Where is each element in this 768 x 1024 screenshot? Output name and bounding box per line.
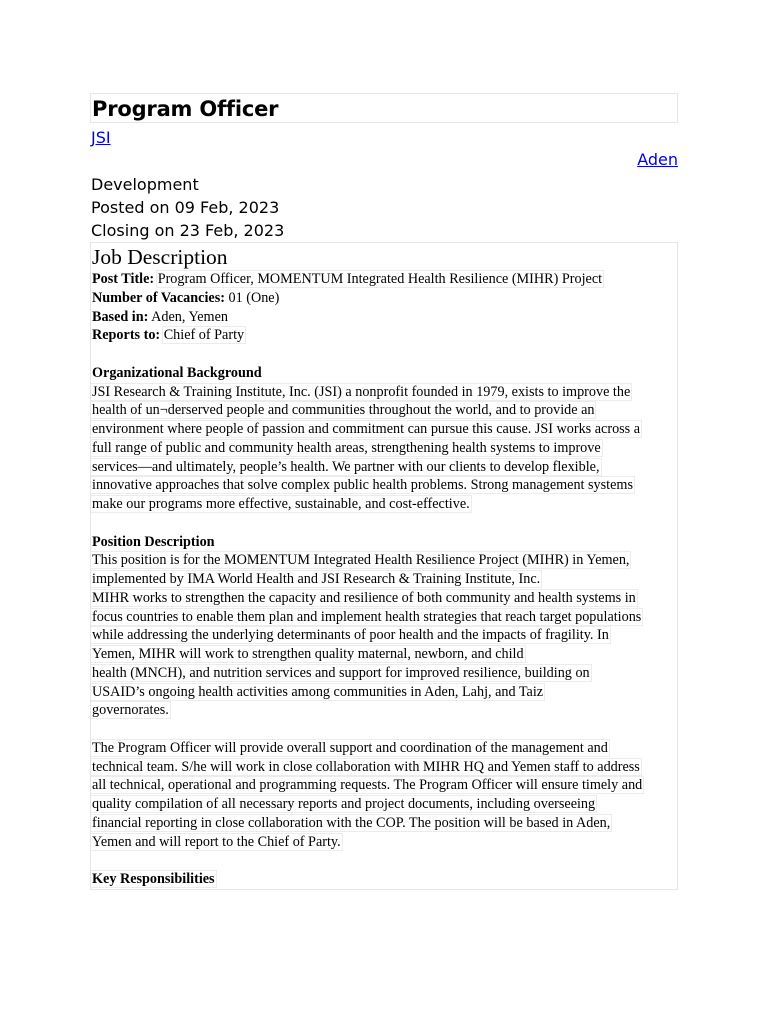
org-background-heading: Organizational Background: [92, 364, 262, 381]
job-title: Program Officer: [92, 97, 279, 121]
org-background-line: health of un¬derserved people and communities throughout the world, and to provide an: [92, 402, 595, 419]
location-link[interactable]: Aden: [637, 150, 678, 169]
org-background-line: innovative approaches that solve complex public health problems. Strong management systems: [92, 477, 633, 494]
reports-to-value: Chief of Party: [163, 327, 245, 344]
location: [90, 150, 678, 170]
position-description-line: MIHR works to strengthen the capacity and resilience of both community and health systems in: [92, 589, 636, 606]
org-background-line: make our programs more effective, sustainable, and cost-effective.: [92, 496, 470, 512]
officer-role-line: The Program Officer will provide overall support and coordination of the management and: [92, 739, 608, 756]
based-in-row: [92, 308, 677, 327]
officer-role-line: financial reporting in close collaboration with the COP. The position will be based in Aden,: [92, 814, 611, 831]
key-responsibilities-heading: Key Responsibilities: [92, 871, 215, 887]
job-description-body: [91, 270, 677, 889]
reports-to-row: [92, 326, 677, 345]
org-background-line: JSI Research & Training Institute, Inc. (JSI) a nonprofit founded in 1979, exists to improve the: [92, 383, 631, 400]
based-in-label: Based in:: [92, 308, 149, 325]
vacancies-label: Number of Vacancies:: [92, 289, 225, 306]
org-background-line: services—and ultimately, people’s health. We partner with our clients to develop flexible,: [92, 458, 600, 475]
post-title-row: [92, 270, 677, 289]
post-title-label: Post Title:: [92, 271, 155, 287]
officer-role-line: quality compilation of all necessary reports and project documents, including overseeing: [92, 796, 596, 812]
position-description-line: This position is for the MOMENTUM Integrated Health Resilience Project (MIHR) in Yemen,: [92, 552, 630, 569]
position-description-line: while addressing the underlying determinants of poor health and the impacts of fragility. In: [92, 627, 609, 644]
position-description-heading: Position Description: [92, 533, 215, 550]
position-description-line: health (MNCH), and nutrition services and support for improved resilience, building on: [92, 664, 590, 681]
title-box: [90, 93, 678, 123]
organization: [90, 128, 678, 148]
organization-link[interactable]: JSI: [91, 128, 111, 147]
job-description: [90, 242, 678, 890]
vacancies-value: 01 (One): [228, 289, 280, 306]
closing-date: Closing on 23 Feb, 2023: [91, 221, 285, 240]
org-background-line: full range of public and community health areas, strengthening health systems to improve: [92, 439, 601, 456]
position-description-line: focus countries to enable them plan and implement health strategies that reach target populations: [92, 608, 642, 625]
posted-date: Posted on 09 Feb, 2023: [91, 198, 280, 217]
position-description-line: implemented by IMA World Health and JSI Research & Training Institute, Inc.: [92, 571, 541, 587]
based-in-value: Aden, Yemen: [151, 308, 228, 325]
reports-to-label: Reports to:: [92, 327, 161, 344]
vacancies-row: [92, 289, 677, 308]
position-description-line: Yemen, MIHR will work to strengthen quality maternal, newborn, and child: [92, 646, 524, 662]
officer-role-line: technical team. S/he will work in close collaboration with MIHR HQ and Yemen staff to address: [92, 758, 640, 775]
position-description-line: USAID’s ongoing health activities among communities in Aden, Lahj, and Taiz: [92, 683, 544, 700]
org-background-line: environment where people of passion and commitment can pursue this cause. JSI works across a: [92, 421, 641, 437]
officer-role-line: all technical, operational and programming requests. The Program Officer will ensure timely and: [92, 777, 643, 794]
officer-role-line: Yemen and will report to the Chief of Party.: [92, 833, 341, 850]
job-description-heading: Job Description: [92, 245, 228, 269]
post-title-value: Program Officer, MOMENTUM Integrated Health Resilience (MIHR) Project: [157, 271, 603, 287]
job-posting: [90, 93, 678, 890]
position-description-line: governorates.: [92, 702, 169, 719]
job-category: Development: [91, 175, 199, 194]
job-meta: [90, 173, 678, 242]
